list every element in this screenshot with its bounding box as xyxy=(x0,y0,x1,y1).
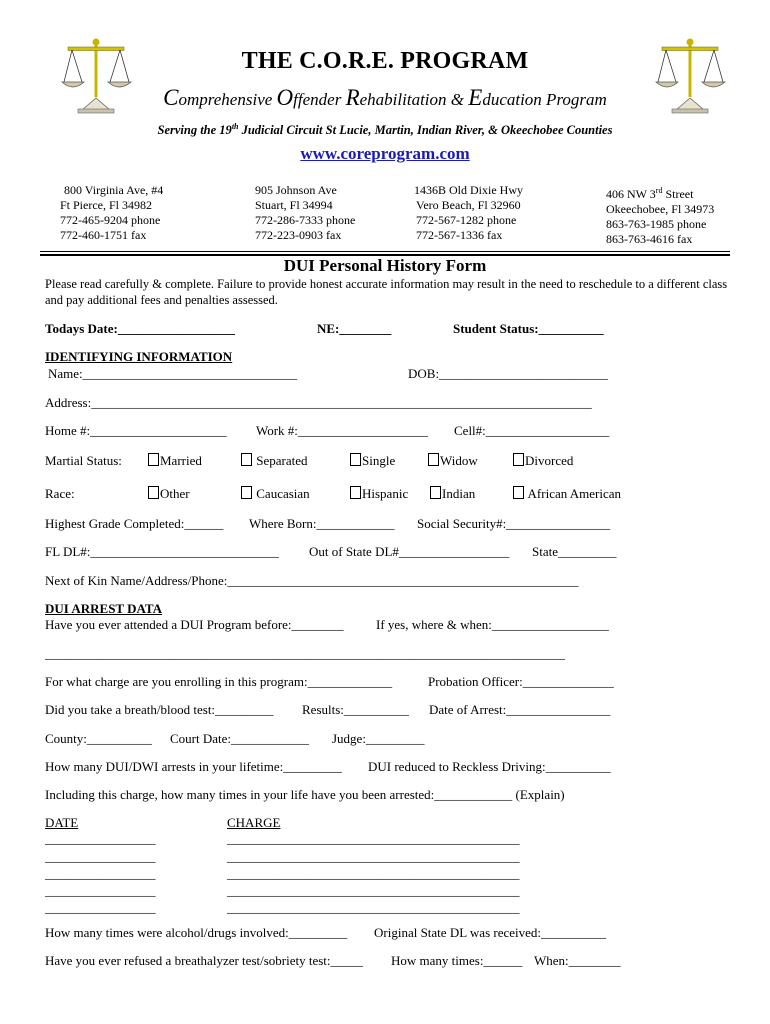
office-stuart: 905 Johnson Ave Stuart, Fl 34994 772-286-7333 phone 772-223-0903 fax xyxy=(255,183,356,242)
date-column-header: DATE xyxy=(45,815,79,830)
checkbox-other[interactable]: Other xyxy=(148,486,190,502)
program-subtitle: Comprehensive Offender Rehabilitation & Education Program xyxy=(163,85,607,110)
checkbox-separated[interactable]: Separated xyxy=(241,453,308,469)
judge-field[interactable]: Judge:_________ xyxy=(332,731,425,746)
office-ft-pierce: 800 Virginia Ave, #4 Ft Pierce, Fl 34982 772-465-9204 phone 772-460-1751 fax xyxy=(60,183,164,242)
arrest-charge-row[interactable]: _____________________________________________ xyxy=(227,849,520,864)
where-born-field[interactable]: Where Born:____________ xyxy=(249,516,395,531)
arrest-date-row[interactable]: _________________ xyxy=(45,849,156,864)
checkbox-single[interactable]: Single xyxy=(350,453,395,469)
arrest-charge-row[interactable]: _____________________________________________ xyxy=(227,900,520,915)
refused-times-field[interactable]: How many times:______ xyxy=(391,953,523,968)
results-field[interactable]: Results:__________ xyxy=(302,702,409,717)
state-field[interactable]: State_________ xyxy=(532,544,617,559)
address-field[interactable]: Address:_____________________________________________________________________________ xyxy=(45,395,592,410)
checkbox-icon[interactable] xyxy=(241,486,252,499)
todays-date-field[interactable]: Todays Date:__________________ xyxy=(45,321,235,336)
ne-field[interactable]: NE:________ xyxy=(317,321,392,336)
dob-field[interactable]: DOB:__________________________ xyxy=(408,366,609,381)
identifying-heading: IDENTIFYING INFORMATION xyxy=(45,349,233,364)
program-title: THE C.O.R.E. PROGRAM xyxy=(241,48,529,74)
form-title: DUI Personal History Form xyxy=(283,256,487,275)
checkbox-icon[interactable] xyxy=(350,453,361,466)
race-label: Race: xyxy=(45,486,75,501)
student-status-field[interactable]: Student Status:__________ xyxy=(453,321,604,336)
next-of-kin-field[interactable]: Next of Kin Name/Address/Phone:______________________________________________________ xyxy=(45,573,579,588)
website-link[interactable]: www.coreprogram.com xyxy=(300,144,470,163)
arrest-blank-line[interactable]: ________________________________________________________________________________ xyxy=(45,646,565,661)
checkbox-icon[interactable] xyxy=(148,486,159,499)
probation-officer-field[interactable]: Probation Officer:______________ xyxy=(428,674,614,689)
checkbox-icon[interactable] xyxy=(350,486,361,499)
checkbox-icon[interactable] xyxy=(428,453,439,466)
checkbox-widow[interactable]: Widow xyxy=(428,453,478,469)
arrest-date-row[interactable]: _________________ xyxy=(45,831,156,846)
work-phone-field[interactable]: Work #:____________________ xyxy=(256,423,428,438)
arrest-charge-row[interactable]: _____________________________________________ xyxy=(227,883,520,898)
checkbox-icon[interactable] xyxy=(513,486,524,499)
breath-test-field[interactable]: Did you take a breath/blood test:_________ xyxy=(45,702,274,717)
arrest-charge-row[interactable]: _____________________________________________ xyxy=(227,866,520,881)
serving-line: Serving the 19th Judicial Circuit St Lucie, Martin, Indian River, & Okeechobee Counties xyxy=(157,122,613,138)
arrest-date-row[interactable]: _________________ xyxy=(45,866,156,881)
if-yes-where-field[interactable]: If yes, where & when:__________________ xyxy=(376,617,609,632)
checkbox-icon[interactable] xyxy=(148,453,159,466)
highest-grade-field[interactable]: Highest Grade Completed:______ xyxy=(45,516,224,531)
checkbox-hispanic[interactable]: Hispanic xyxy=(350,486,408,502)
date-of-arrest-field[interactable]: Date of Arrest:________________ xyxy=(429,702,611,717)
refused-when-field[interactable]: When:________ xyxy=(534,953,621,968)
arrest-charge-row[interactable]: _____________________________________________ xyxy=(227,831,520,846)
arrest-date-row[interactable]: _________________ xyxy=(45,883,156,898)
county-field[interactable]: County:__________ xyxy=(45,731,152,746)
arrest-data-heading: DUI ARREST DATA xyxy=(45,601,163,616)
original-dl-field[interactable]: Original State DL was received:__________ xyxy=(374,925,607,940)
office-vero-beach: 1436B Old Dixie Hwy Vero Beach, Fl 32960 772-567-1282 phone 772-567-1336 fax xyxy=(414,183,523,242)
checkbox-married[interactable]: Married xyxy=(148,453,202,469)
home-phone-field[interactable]: Home #:_____________________ xyxy=(45,423,227,438)
office-okeechobee: 406 NW 3rd Street Okeechobee, Fl 34973 863-763-1985 phone 863-763-4616 fax xyxy=(606,186,715,246)
cell-phone-field[interactable]: Cell#:___________________ xyxy=(454,423,610,438)
checkbox-indian[interactable]: Indian xyxy=(430,486,475,502)
reduced-reckless-field[interactable]: DUI reduced to Reckless Driving:__________ xyxy=(368,759,611,774)
checkbox-icon[interactable] xyxy=(513,453,524,466)
attended-program-field[interactable]: Have you ever attended a DUI Program before:________ xyxy=(45,617,344,632)
alcohol-drugs-field[interactable]: How many times were alcohol/drugs involved:_________ xyxy=(45,925,348,940)
times-arrested-field[interactable]: Including this charge, how many times in your life have you been arrested:____________ (Explain) xyxy=(45,787,565,802)
enrolling-charge-field[interactable]: For what charge are you enrolling in this program:_____________ xyxy=(45,674,393,689)
marital-status-label: Martial Status: xyxy=(45,453,122,468)
checkbox-icon[interactable] xyxy=(430,486,441,499)
refused-test-field[interactable]: Have you ever refused a breathalyzer test/sobriety test:_____ xyxy=(45,953,364,968)
charge-column-header: CHARGE xyxy=(227,815,281,830)
lifetime-arrests-field[interactable]: How many DUI/DWI arrests in your lifetime:_________ xyxy=(45,759,342,774)
social-security-field[interactable]: Social Security#:________________ xyxy=(417,516,611,531)
fl-dl-field[interactable]: FL DL#:_____________________________ xyxy=(45,544,279,559)
court-date-field[interactable]: Court Date:____________ xyxy=(170,731,310,746)
name-field[interactable]: Name:_________________________________ xyxy=(48,366,298,381)
out-of-state-dl-field[interactable]: Out of State DL#_________________ xyxy=(309,544,510,559)
checkbox-african-american[interactable]: African American xyxy=(513,486,621,502)
arrest-date-row[interactable]: _________________ xyxy=(45,900,156,915)
form-instructions: Please read carefully & complete. Failure to provide honest accurate information may result in the need to reschedule to a different class and pay additional fees and penalties assessed. xyxy=(45,277,728,307)
checkbox-divorced[interactable]: Divorced xyxy=(513,453,573,469)
header-divider xyxy=(40,251,730,252)
checkbox-caucasian[interactable]: Caucasian xyxy=(241,486,310,502)
checkbox-icon[interactable] xyxy=(241,453,252,466)
